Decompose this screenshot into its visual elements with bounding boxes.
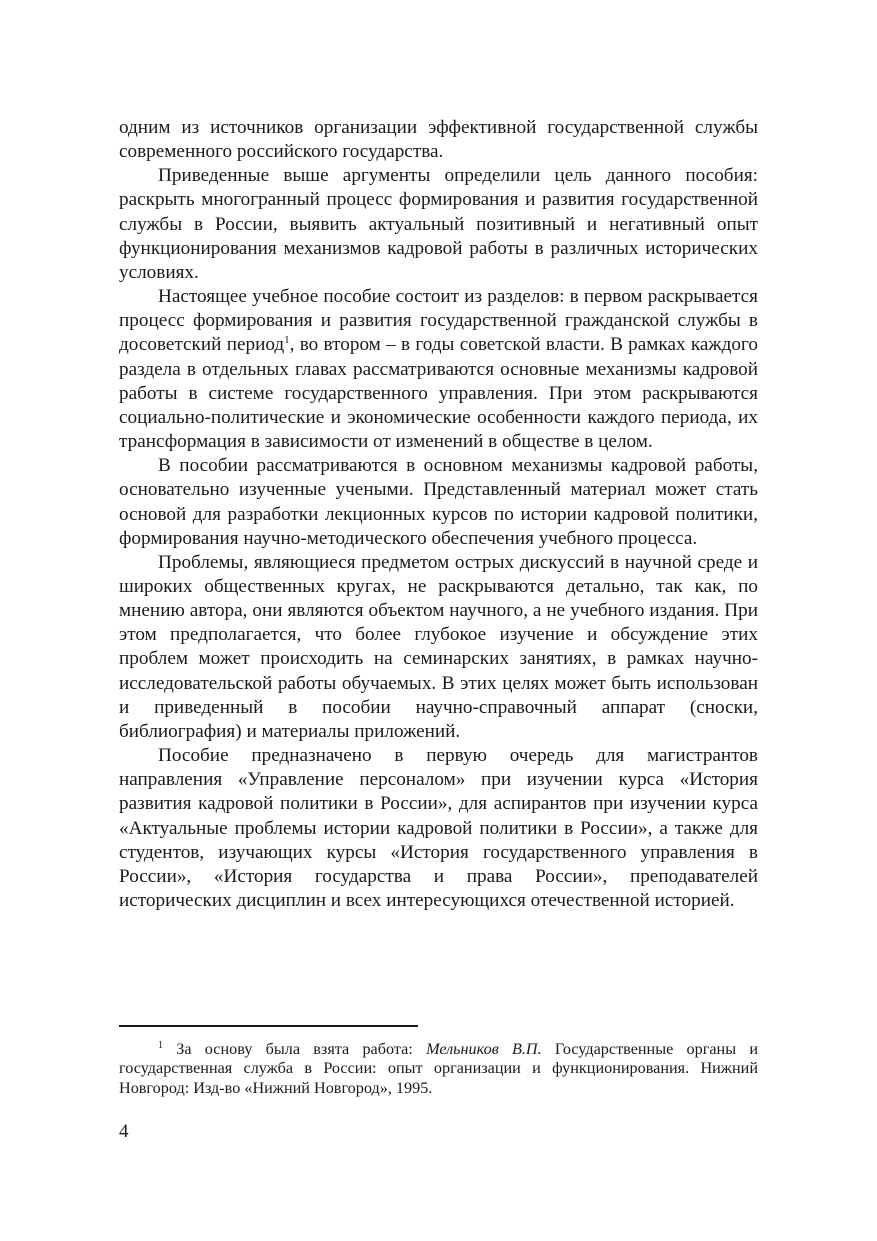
footnote-source: Государственные органы и государственная служба в России: опыт организации и функционирования. Нижний Новгород: Изд-во «Нижний Новгород», 1995. bbox=[119, 1040, 758, 1097]
main-text bbox=[119, 116, 758, 913]
paragraph-mechanisms: В пособии рассматриваются в основном механизмы кадровой работы, основательно изученные учеными. Представленный материал может стать основой для разработки лекционных курсов по истории кадровой политики, формирования научно-методического обеспечения учебного процесса. bbox=[119, 455, 758, 549]
paragraph-goal: Приведенные выше аргументы определили цель данного пособия: раскрыть многогранный процесс формирования и развития государственной службы в России, выявить актуальный позитивный и негативный опыт функционирования механизмов кадровой работы в различных исторических условиях. bbox=[119, 165, 758, 283]
footnote-lead: За основу была взята работа: bbox=[163, 1040, 427, 1058]
paragraph-structure-part2: , во втором – в годы советской власти. В рамках каждого раздела в отдельных главах рассматриваются основные механизмы кадровой работы в системе государственного управления. При этом раскрываются социально-политические и экономические особенности каждого периода, их трансформация в зависимости от изменений в обществе в целом. bbox=[119, 334, 759, 453]
paragraph-problems: Проблемы, являющиеся предметом острых дискуссий в научной среде и широких общественных кругах, не раскрываются детально, так как, по мнению автора, они являются объектом научного, а не учебного издания. При этом предполагается, что более глубокое изучение и обсуждение этих проблем может происходить на семинарских занятиях, в рамках научно-исследовательской работы обучаемых. В этих целях может быть использован и приведенный в пособии научно-справочный аппарат (сноски, библиография) и материалы приложений. bbox=[119, 551, 758, 742]
paragraph-structure bbox=[119, 285, 758, 454]
paragraph-structure-part1: Настоящее учебное пособие состоит из разделов: в первом раскрывается процесс формирования и развития государственной гражданской службы в досоветский период bbox=[119, 286, 758, 356]
footnote-divider bbox=[119, 1025, 418, 1027]
footnote-author: Мельников В.П. bbox=[426, 1040, 542, 1058]
footnote-mark: 1 bbox=[158, 1040, 163, 1051]
paragraph-audience: Пособие предназначено в первую очередь для магистрантов направления «Управление персоналом» при изучении курса «История развития кадровой политики в России», для аспирантов при изучении курса «Актуальные проблемы истории кадровой политики в России», а также для студентов, изучающих курсы «История государственного управления в России», «История государства и права России», преподавателей исторических дисциплин и всех интересующихся отечественной историей. bbox=[119, 745, 758, 911]
page-number: 4 bbox=[119, 1121, 129, 1142]
footnote bbox=[119, 1040, 758, 1098]
footnote-reference[interactable]: 1 bbox=[284, 334, 290, 347]
paragraph-continuation: одним из источников организации эффективной государственной службы современного российского государства. bbox=[119, 117, 758, 163]
